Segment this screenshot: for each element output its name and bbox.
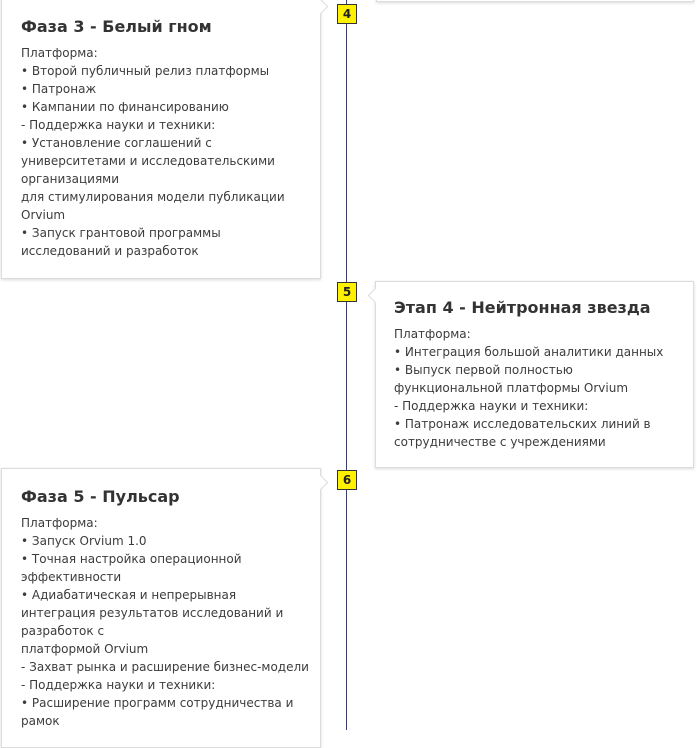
description-line: • Патронаж [21, 82, 97, 96]
description-line: рамок [21, 714, 60, 728]
description-line: • Адиабатическая и непрерывная [21, 588, 237, 602]
description-line: эффективности [21, 570, 122, 584]
description-line: • Установление соглашений с [21, 136, 212, 150]
description-line: Orvium [21, 208, 66, 222]
description-line: Платформа: [394, 327, 471, 341]
description-line: - Поддержка науки и техники: [21, 118, 216, 132]
description-line: для стимулирования модели публикации [21, 190, 285, 204]
description-line: университетами и исследовательскими [21, 154, 275, 168]
description-line: Платформа: [21, 46, 98, 60]
milestone-card-phase-3 [1, 0, 321, 279]
milestone-description [21, 44, 301, 260]
card-pointer [368, 288, 384, 304]
card-pointer [313, 0, 329, 14]
description-line: • Запуск Orvium 1.0 [21, 534, 147, 548]
description-line: • Интеграция большой аналитики данных [394, 345, 664, 359]
description-line: - Поддержка науки и техники: [21, 678, 216, 692]
description-line: • Запуск грантовой программы [21, 226, 221, 240]
description-line: • Выпуск первой полностью [394, 363, 573, 377]
milestone-title: Фаза 5 - Пульсар [21, 487, 180, 506]
description-line: - Поддержка науки и техники: [394, 399, 589, 413]
description-line: сотрудничестве с учреждениями [394, 435, 606, 449]
description-line: • Точная настройка операционной [21, 552, 242, 566]
description-line: • Второй публичный релиз платформы [21, 64, 270, 78]
description-line: организациями [21, 172, 120, 186]
description-line: • Патронаж исследовательских линий в [394, 417, 651, 431]
description-line: • Кампании по финансированию [21, 100, 229, 114]
milestone-title: Фаза 3 - Белый гном [21, 17, 212, 36]
milestone-description [21, 514, 309, 730]
timeline-badge-6: 6 [337, 470, 357, 490]
description-line: интеграция результатов исследований и [21, 606, 284, 620]
timeline-badge-5: 5 [337, 282, 357, 302]
card-pointer [313, 475, 329, 491]
description-line: платформой Orvium [21, 642, 149, 656]
description-line: функциональной платформы Orvium [394, 381, 629, 395]
description-line: Платформа: [21, 516, 98, 530]
description-line: исследований и разработок [21, 244, 199, 258]
milestone-card-phase-5 [1, 468, 321, 748]
description-line: - Захват рынка и расширение бизнес-модели [21, 660, 309, 674]
partial-card-top-right [376, 0, 694, 2]
timeline-badge-4: 4 [337, 4, 357, 24]
description-line: • Расширение программ сотрудничества и [21, 696, 294, 710]
milestone-description [394, 325, 675, 451]
milestone-title: Этап 4 - Нейтронная звезда [394, 298, 651, 317]
description-line: разработок с [21, 624, 105, 638]
timeline-line [346, 0, 347, 730]
milestone-card-stage-4 [375, 281, 694, 468]
